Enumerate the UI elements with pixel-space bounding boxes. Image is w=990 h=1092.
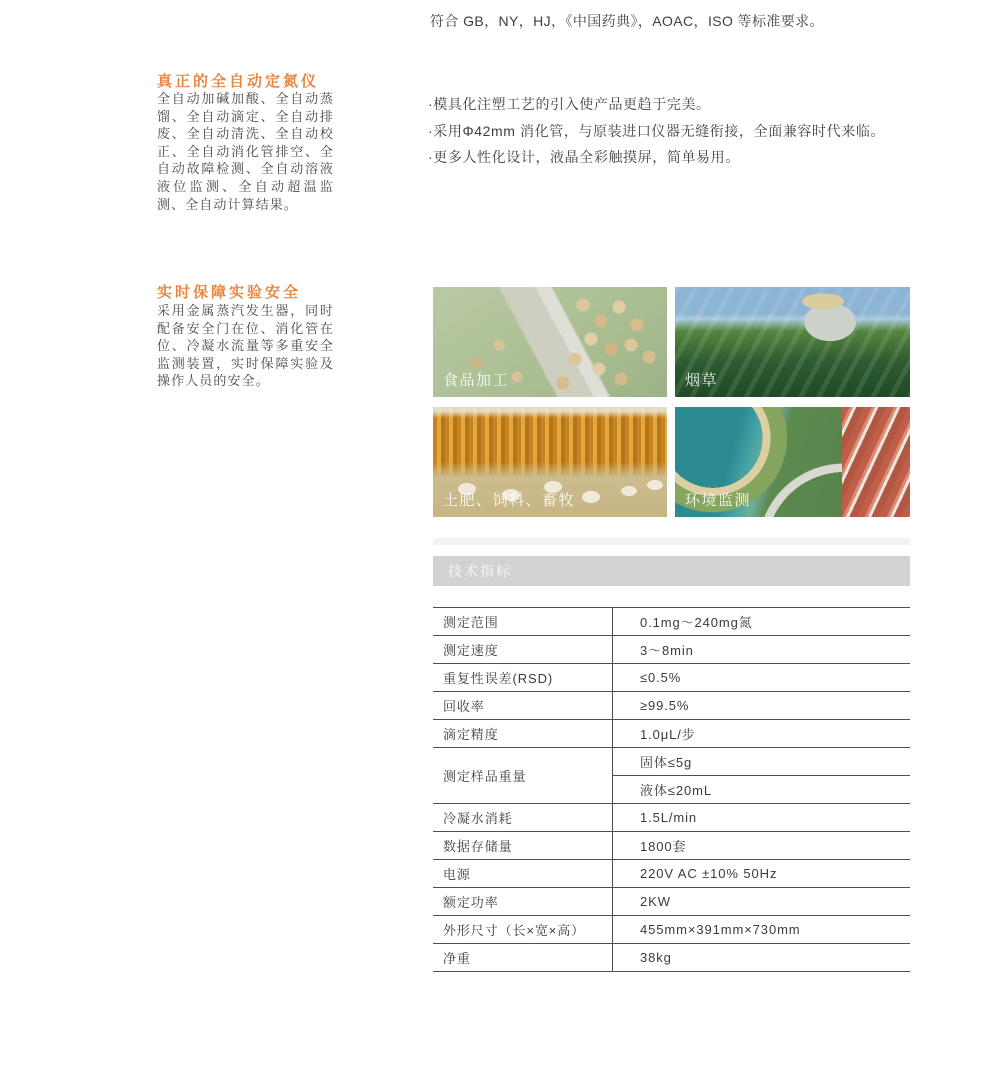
section-body-auto-analyzer: 全自动加碱加酸、全自动蒸馏、全自动滴定、全自动排废、全自动清洗、全自动校正、全自动消化管排空、全自动故障检测、全自动溶液液位监测、全自动超温监测、全自动计算结果。: [157, 91, 334, 212]
section-body-safety: 采用金属蒸汽发生器，同时配备安全门在位、消化管在位、冷凝水流量等多重安全监测装置，实时保障实验及操作人员的安全。: [157, 303, 334, 389]
gallery-caption: 食品加工: [443, 372, 510, 389]
spec-label: 测定速度: [433, 635, 613, 663]
feature-item: ·采用Φ42mm 消化管，与原装进口仪器无缝衔接，全面兼容时代来临。: [428, 122, 886, 139]
spec-value: 液体≤20mL: [613, 775, 910, 803]
spec-label: 滴定精度: [433, 719, 613, 747]
spec-value: 455mm×391mm×730mm: [613, 915, 910, 943]
application-gallery: [433, 287, 910, 517]
spec-label: 测定样品重量: [433, 747, 613, 803]
section-divider: [433, 538, 910, 545]
gallery-image-tobacco: [675, 287, 910, 397]
spec-label: 外形尺寸（长×宽×高）: [433, 915, 613, 943]
feature-list: [428, 91, 968, 171]
spec-value: 1.0μL/步: [613, 719, 910, 747]
gallery-caption: 土肥、饲料、畜牧: [443, 492, 576, 509]
section-title-auto-analyzer: 真正的全自动定氮仪: [157, 73, 320, 90]
spec-label: 净重: [433, 943, 613, 971]
spec-value: 2KW: [613, 887, 910, 915]
spec-value: 1800套: [613, 831, 910, 859]
spec-value: 3～8min: [613, 635, 910, 663]
spec-value: 220V AC ±10% 50Hz: [613, 859, 910, 887]
spec-label: 测定范围: [433, 607, 613, 635]
gallery-caption: 环境监测: [685, 492, 752, 509]
gallery-image-environment-monitoring: [675, 407, 910, 517]
spec-label: 额定功率: [433, 887, 613, 915]
spec-label: 数据存储量: [433, 831, 613, 859]
gallery-caption: 烟草: [685, 372, 719, 389]
gallery-image-soil-feed-livestock: [433, 407, 667, 517]
feature-item: ·模具化注塑工艺的引入使产品更趋于完美。: [428, 96, 711, 112]
spec-value: 固体≤5g: [613, 747, 910, 775]
gallery-image-food-processing: [433, 287, 667, 397]
spec-value: ≤0.5%: [613, 663, 910, 691]
spec-label: 冷凝水消耗: [433, 803, 613, 831]
spec-table: [433, 607, 910, 972]
spec-value: ≥99.5%: [613, 691, 910, 719]
spec-label: 电源: [433, 859, 613, 887]
standards-note: 符合 GB，NY，HJ，《中国药典》，AOAC，ISO 等标准要求。: [430, 13, 824, 29]
spec-label: 重复性误差(RSD): [433, 663, 613, 691]
spec-value: 1.5L/min: [613, 803, 910, 831]
spec-section-header: 技术指标: [433, 556, 910, 586]
spec-value: 38kg: [613, 943, 910, 971]
section-title-safety: 实时保障实验安全: [157, 284, 302, 301]
spec-value: 0.1mg～240mg氮: [613, 607, 910, 635]
feature-item: ·更多人性化设计，液晶全彩触摸屏，简单易用。: [428, 149, 740, 165]
spec-label: 回收率: [433, 691, 613, 719]
